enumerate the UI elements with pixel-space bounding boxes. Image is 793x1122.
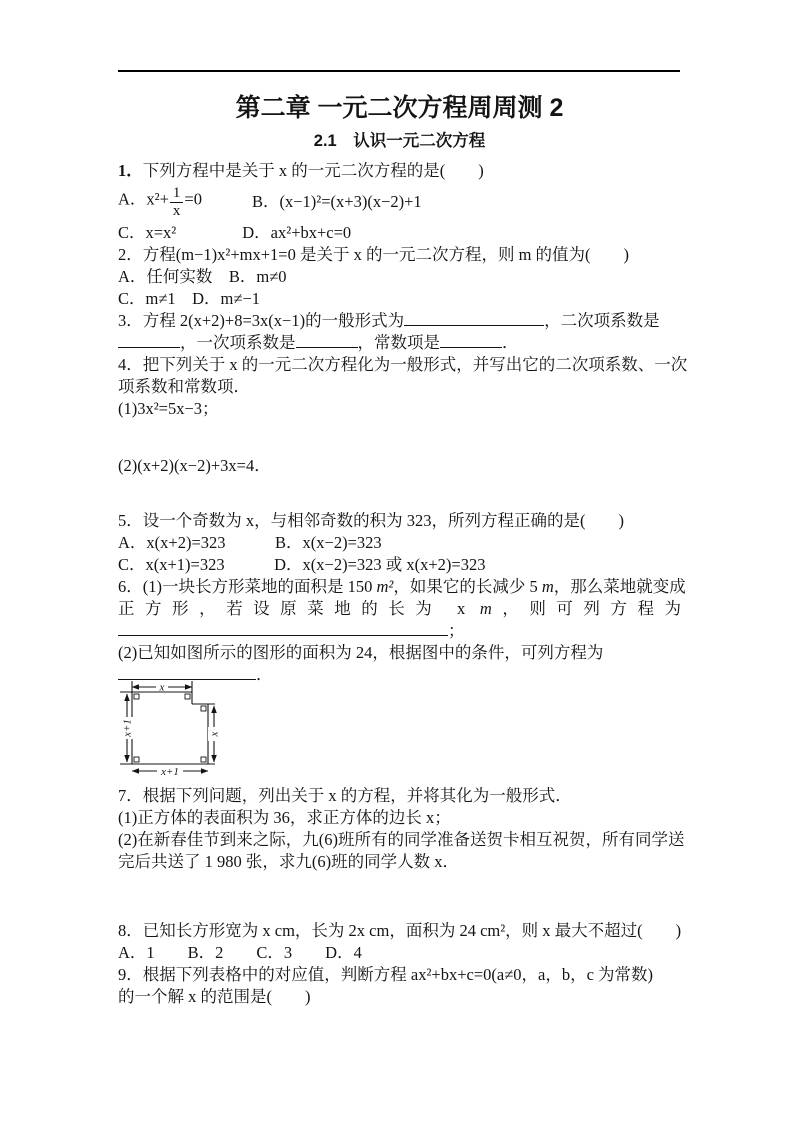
q6-line2-unit-m: m — [479, 599, 492, 618]
figure-right-dimension-label: x — [208, 731, 221, 737]
q6-part2-line2-end: ． — [256, 665, 273, 684]
q6-line1-mid: ，如果它的长减少 5 — [393, 577, 542, 596]
q6-line3 — [118, 620, 681, 642]
q1-option-b: B．(x−1)²=(x+3)(x−2)+1 — [251, 192, 422, 211]
q3-line2-end: ． — [502, 333, 519, 352]
q6-unit-m: m — [541, 577, 554, 596]
header-rule — [118, 70, 680, 72]
q6-line1-post: ，那么菜地就变成 — [553, 577, 686, 596]
q6-line2 — [118, 598, 681, 620]
q4-part2: (2)(x+2)(x−2)+3x=4． — [118, 456, 271, 475]
section-title: 2.1 认识一元二次方程 — [313, 132, 486, 150]
worksheet-content — [118, 88, 688, 1008]
q5-options-ab: A．x(x+2)=323 B．x(x−2)=323 — [118, 533, 382, 552]
q6-line1-pre: 6．(1)一块长方形菜地的面积是 150 — [118, 577, 377, 596]
q1-option-a — [118, 186, 202, 219]
q6-line2-post: ，则可列方程为 — [491, 599, 682, 618]
q4-part1: (1)3x²=5x−3； — [118, 399, 219, 418]
figure-bottom-dimension-label: x+1 — [161, 766, 179, 778]
q6-part2-line1: (2)已知如图所示的图形的面积为 24，根据图中的条件，可列方程为 — [118, 643, 604, 662]
q6-figure — [113, 678, 681, 783]
q1-option-a-pre: A．x²+ — [118, 189, 169, 208]
figure-left-dimension-label: x+1 — [121, 719, 134, 737]
q6-unit-m2: m² — [376, 577, 394, 596]
q3-line1-pre: 3．方程 2(x+2)+8=3x(x−1)的一般形式为 — [118, 311, 405, 330]
q3-line1 — [118, 310, 681, 332]
q6-blank-equation — [118, 621, 448, 636]
q9-line2: 的一个解 x 的范围是( ) — [118, 987, 311, 1006]
q4-line2: 项系数和常数项． — [118, 377, 250, 396]
q6-line1 — [118, 576, 686, 598]
q3-blank-general-form — [404, 311, 544, 326]
q1-stem-text: 下列方程中是关于 x 的一元二次方程的是( ) — [142, 161, 484, 180]
figure-top-dimension-label: x — [159, 681, 165, 694]
q1-stem — [118, 160, 681, 182]
q2-options-ab: A．任何实数 B．m≠0 — [118, 267, 287, 286]
q2-stem: 2．方程(m−1)x²+mx+1=0 是关于 x 的一元二次方程，则 m 的值为( ) — [118, 245, 630, 264]
q2-options-cd: C．m≠1 D．m≠−1 — [118, 289, 261, 308]
q3-line2-a: ，一次项系数是 — [180, 333, 296, 352]
q3-line2-b: ，常数项是 — [357, 333, 440, 352]
fraction-numerator: 1 — [170, 186, 184, 203]
q7-part1: (1)正方体的表面积为 36，求正方体的边长 x； — [118, 808, 451, 827]
fraction-denominator: x — [172, 202, 181, 219]
q5-stem: 5．设一个奇数为 x，与相邻奇数的积为 323，所列方程正确的是( ) — [118, 511, 624, 530]
q1-options-ab — [118, 182, 681, 222]
q8-stem: 8．已知长方形宽为 x cm，长为 2x cm，面积为 24 cm²，则 x 最大不超过( ) — [118, 921, 682, 940]
q7-part2-line1: (2)在新春佳节到来之际，九(6)班所有的同学准备送贺卡相互祝贺，所有同学送 — [118, 830, 685, 849]
notched-square-diagram — [113, 678, 253, 783]
q1-options-cd: C．x=x² D．ax²+bx+c=0 — [118, 223, 352, 242]
q3-line2 — [118, 332, 681, 354]
q1-number: 1． — [118, 161, 143, 180]
q5-options-cd: C．x(x+1)=323 D．x(x−2)=323 或 x(x+2)=323 — [118, 555, 486, 574]
fraction-1-over-x — [170, 186, 184, 219]
page-title: 第二章 一元二次方程周周测 2 — [235, 94, 564, 122]
q6-line2-pre: 正方形，若设原菜地的长为 x — [118, 599, 480, 618]
q3-blank-quadratic-coeff — [118, 333, 180, 348]
q6-line3-end: ； — [448, 621, 465, 640]
q3-blank-linear-coeff — [296, 333, 358, 348]
q7-part2-line2: 完后共送了 1 980 张，求九(6)班的同学人数 x． — [118, 852, 459, 871]
q1-option-a-post: =0 — [184, 189, 202, 208]
q9-line1: 9．根据下列表格中的对应值，判断方程 ax²+bx+c=0(a≠0，a，b，c 为常数) — [118, 965, 654, 984]
q3-blank-constant — [440, 333, 502, 348]
q3-line1-post: ，二次项系数是 — [544, 311, 660, 330]
q7-stem: 7．根据下列问题，列出关于 x 的方程，并将其化为一般形式． — [118, 786, 572, 805]
q4-line1: 4．把下列关于 x 的一元二次方程化为一般形式，并写出它的二次项系数、一次 — [118, 355, 688, 374]
q8-options: A．1 B．2 C．3 D．4 — [118, 943, 362, 962]
